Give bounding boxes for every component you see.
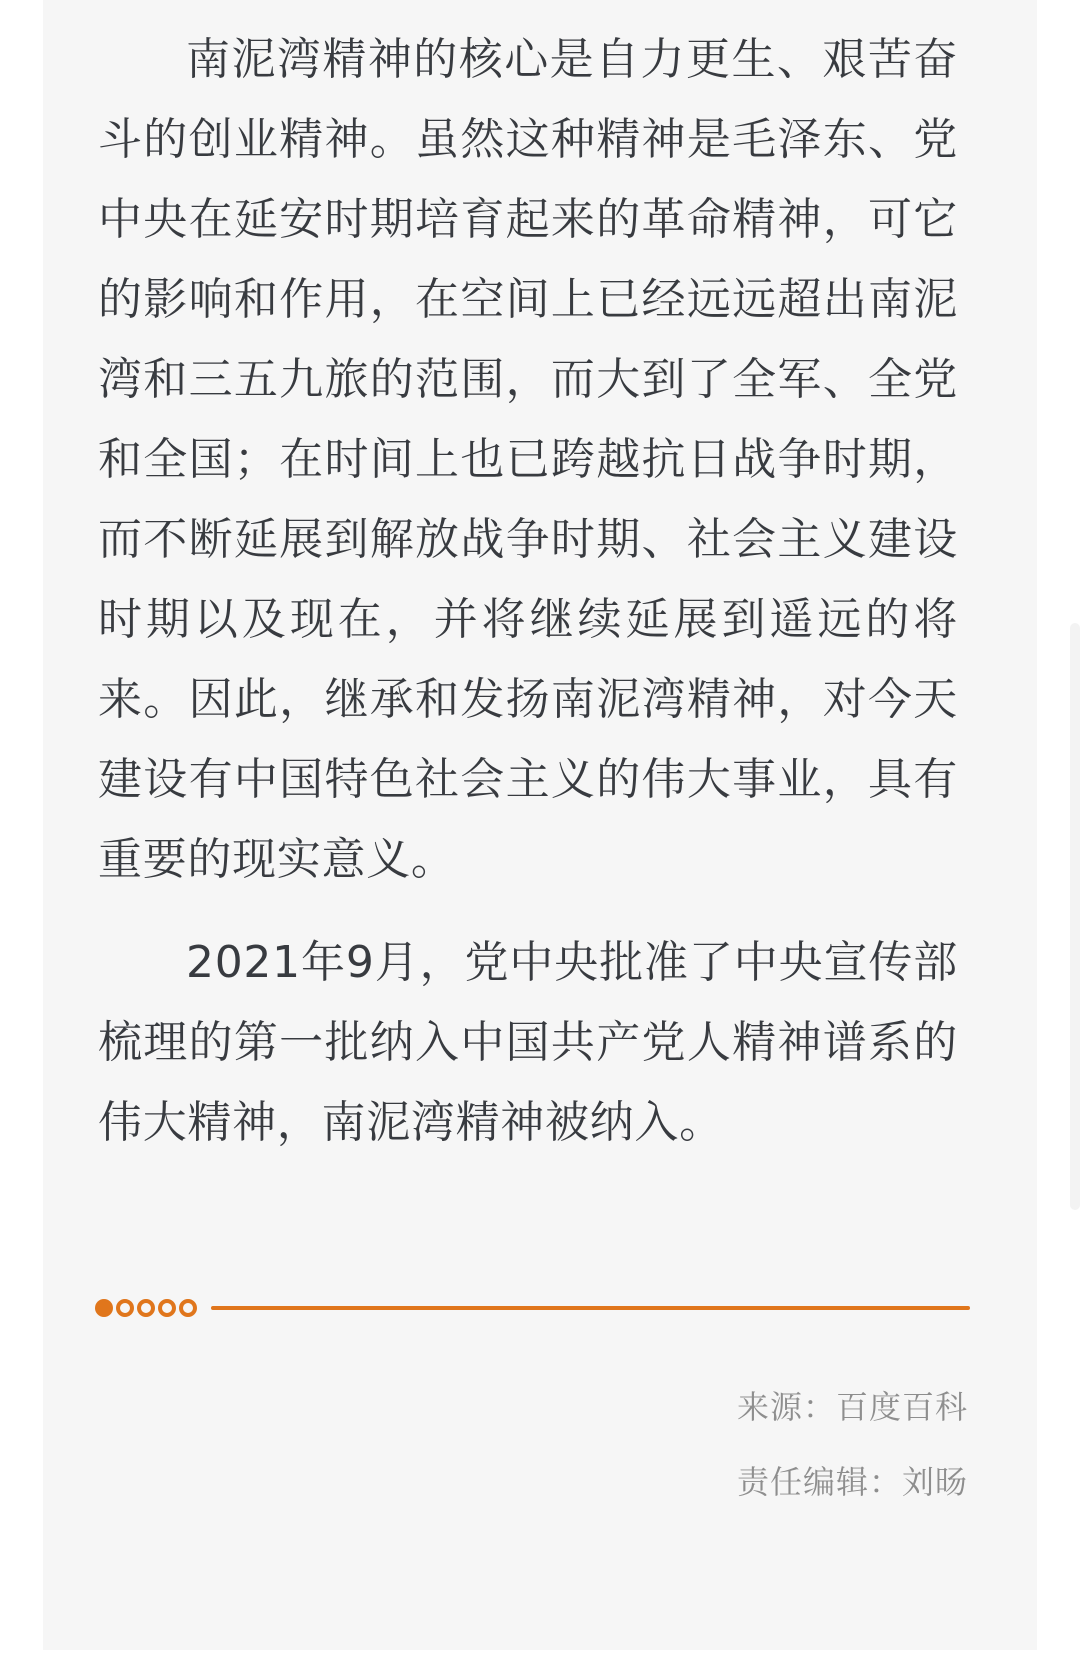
article-body [43, 20, 1037, 1163]
pagination-dots [95, 1299, 200, 1317]
article-footer [737, 1370, 968, 1520]
article-page [43, 0, 1037, 1650]
source-label: 来源：百度百科 [736, 1388, 968, 1426]
pagination-dot-active[interactable] [95, 1299, 113, 1317]
pagination-dot[interactable] [158, 1299, 176, 1317]
article-paragraph: 南泥湾精神的核心是自力更生、艰苦奋斗的创业精神。虽然这种精神是毛泽东、党中央在延安时期培育起来的革命精神，可它的影响和作用，在空间上已经远远超出南泥湾和三五九旅的范围，而大到了全军、全党和全国；在时间上也已跨越抗日战争时期，而不断延展到解放战争时期、社会主义建设时期以及现在，并将继续延展到遥远的将来。因此，继承和发扬南泥湾精神，对今天建设有中国特色社会主义的伟大事业，具有重要的现实意义。 [98, 34, 958, 885]
pagination-dot[interactable] [137, 1299, 155, 1317]
article-paragraph: 2021年9月，党中央批准了中央宣传部梳理的第一批纳入中国共产党人精神谱系的伟大精神，南泥湾精神被纳入。 [98, 937, 958, 1148]
scrollbar-thumb[interactable] [1070, 623, 1080, 1210]
pagination-dot[interactable] [116, 1299, 134, 1317]
editor-label: 责任编辑：刘旸 [736, 1463, 968, 1501]
pagination-dot[interactable] [179, 1299, 197, 1317]
carousel-pagination [95, 1299, 970, 1317]
pagination-divider-line [211, 1306, 970, 1310]
